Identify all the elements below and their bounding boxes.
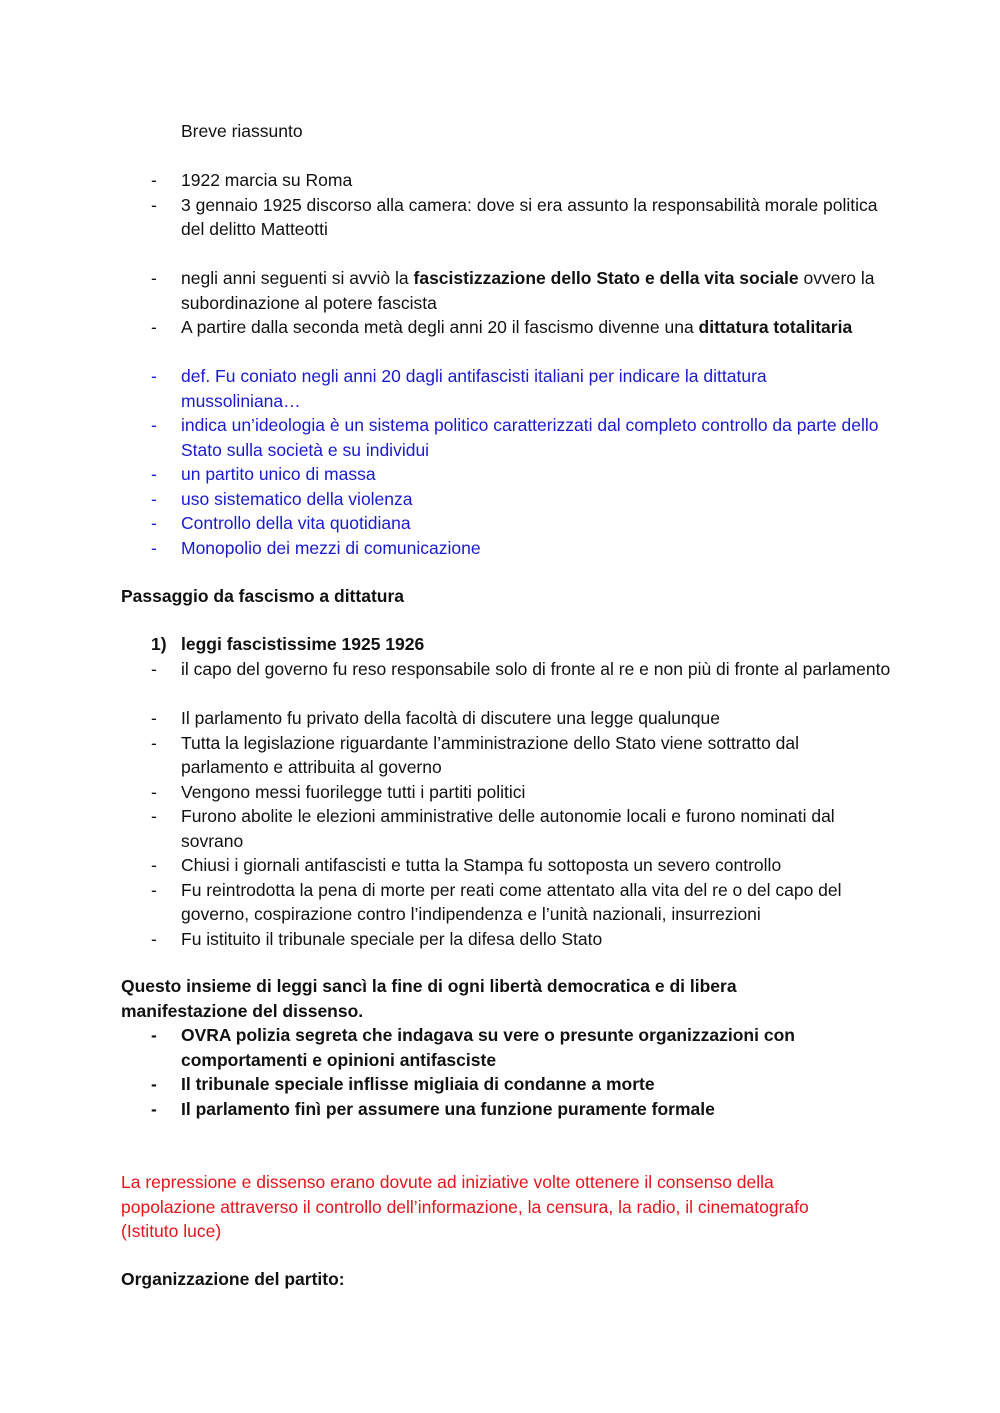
laws-list <box>0 657 1000 951</box>
section-heading: Organizzazione del partito: <box>121 1269 345 1289</box>
list-item <box>0 1023 1000 1072</box>
list-item-text: 3 gennaio 1925 discorso alla camera: dove si era assunto la responsabilità morale politica del delitto Matteotti <box>181 194 878 239</box>
list-item <box>0 1097 1000 1122</box>
list-item-text: leggi fascistissime 1925 1926 <box>181 634 425 654</box>
intro-list <box>0 168 1000 242</box>
list-item <box>0 487 1000 512</box>
list-item <box>0 632 1000 657</box>
bullet-dash: - <box>151 855 157 875</box>
list-item-text: Vengono messi fuorilegge tutti i partiti politici <box>181 781 526 802</box>
list-item-text: Controllo della vita quotidiana <box>181 513 411 533</box>
list-item <box>0 193 1000 242</box>
bullet-dash: - <box>151 708 157 728</box>
bullet-dash: - <box>151 268 157 288</box>
list-item-text: OVRA polizia segreta che indagava su vere o presunte organizzazioni con comportamenti e opinioni antifasciste <box>181 1025 795 1070</box>
list-item-text: Chiusi i giornali antifascisti e tutta la Stampa fu sottoposta un severo controllo <box>181 855 782 875</box>
bullet-dash: - <box>151 781 157 802</box>
list-item <box>0 706 1000 731</box>
text-run: A partire dalla seconda metà degli anni 20 il fascismo divenne una <box>181 317 699 337</box>
bullet-dash: - <box>151 537 157 558</box>
list-item <box>0 1072 1000 1097</box>
repression-list <box>0 1023 1000 1121</box>
bullet-dash: - <box>151 366 157 386</box>
bullet-dash: - <box>151 879 157 900</box>
text-run: ovvero la subordinazione al potere fascista <box>181 268 875 313</box>
totalitarian-list <box>0 266 1000 560</box>
list-item-text: def. Fu coniato negli anni 20 dagli antifascisti italiani per indicare la dittatura mussoliniana… <box>181 366 767 411</box>
list-item <box>0 927 1000 952</box>
bullet-dash: - <box>151 1025 157 1045</box>
intro-title: Breve riassunto <box>181 121 303 141</box>
bullet-dash: - <box>151 194 157 215</box>
list-item-text: il capo del governo fu reso responsabile solo di fronte al re e non più di fronte al parlamento <box>181 659 891 679</box>
bullet-dash: - <box>151 513 157 533</box>
bullet-dash: - <box>151 1098 157 1119</box>
list-item <box>0 731 1000 780</box>
list-item-text <box>181 315 891 340</box>
section-heading: Passaggio da fascismo a dittatura <box>121 586 405 606</box>
bullet-dash: - <box>151 415 157 435</box>
bullet-dash: - <box>151 806 157 826</box>
bold-text-run: dittatura totalitaria <box>698 317 853 337</box>
list-item-text: un partito unico di massa <box>181 464 376 484</box>
list-item-text: Tutta la legislazione riguardante l’amministrazione dello Stato viene sottratto dal parlamento e attribuita al governo <box>181 732 800 777</box>
list-item-text: 1922 marcia su Roma <box>181 170 353 190</box>
consensus-paragraph: La repressione e dissenso erano dovute ad iniziative volte ottenere il consenso della popolazione attraverso il controllo dell’informazione, la censura, la radio, il cinematografo (Istituto luce) <box>121 1172 809 1241</box>
list-item <box>0 364 1000 413</box>
bullet-dash: - <box>151 732 157 753</box>
list-item-text <box>181 266 891 315</box>
bullet-dash: - <box>151 1074 157 1094</box>
list-item <box>0 511 1000 536</box>
summary-paragraph: Questo insieme di leggi sancì la fine di ogni libertà democratica e di libera manifestazione del dissenso. <box>121 976 737 1021</box>
list-item-text: Fu istituito il tribunale speciale per la difesa dello Stato <box>181 928 603 949</box>
bullet-dash: - <box>151 659 157 679</box>
list-item <box>0 780 1000 805</box>
list-item <box>0 657 1000 706</box>
bullet-dash: - <box>151 464 157 484</box>
bold-text-run: fascistizzazione dello Stato e della vita sociale <box>413 268 799 288</box>
list-item <box>0 804 1000 853</box>
list-item <box>0 168 1000 193</box>
list-item <box>0 462 1000 487</box>
list-item-text: Monopolio dei mezzi di comunicazione <box>181 537 481 558</box>
list-item <box>0 413 1000 462</box>
list-item-text: indica un’ideologia è un sistema politico caratterizzati dal completo controllo da parte dello Stato sulla società e su individui <box>181 415 879 460</box>
text-run: negli anni seguenti si avviò la <box>181 268 414 288</box>
numbered-item <box>0 632 1000 657</box>
list-item <box>0 878 1000 927</box>
list-item <box>0 266 1000 315</box>
list-number: 1) <box>151 634 167 654</box>
list-item-text: Fu reintrodotta la pena di morte per reati come attentato alla vita del re o del capo del governo, cospirazione contro l’indipendenza e l’unità nazionali, insurrezioni <box>181 879 842 924</box>
bullet-dash: - <box>151 317 157 337</box>
list-item-text: Furono abolite le elezioni amministrative delle autonomie locali e furono nominati dal sovrano <box>181 806 835 851</box>
bullet-dash: - <box>151 170 157 190</box>
list-item-text: uso sistematico della violenza <box>181 488 413 509</box>
bullet-dash: - <box>151 928 157 949</box>
list-item <box>0 315 1000 364</box>
list-item-text: Il parlamento finì per assumere una funzione puramente formale <box>181 1098 715 1119</box>
list-item-text: Il parlamento fu privato della facoltà di discutere una legge qualunque <box>181 708 720 728</box>
list-item <box>0 853 1000 878</box>
list-item <box>0 536 1000 561</box>
bullet-dash: - <box>151 488 157 509</box>
list-item-text: Il tribunale speciale inflisse migliaia di condanne a morte <box>181 1074 655 1094</box>
